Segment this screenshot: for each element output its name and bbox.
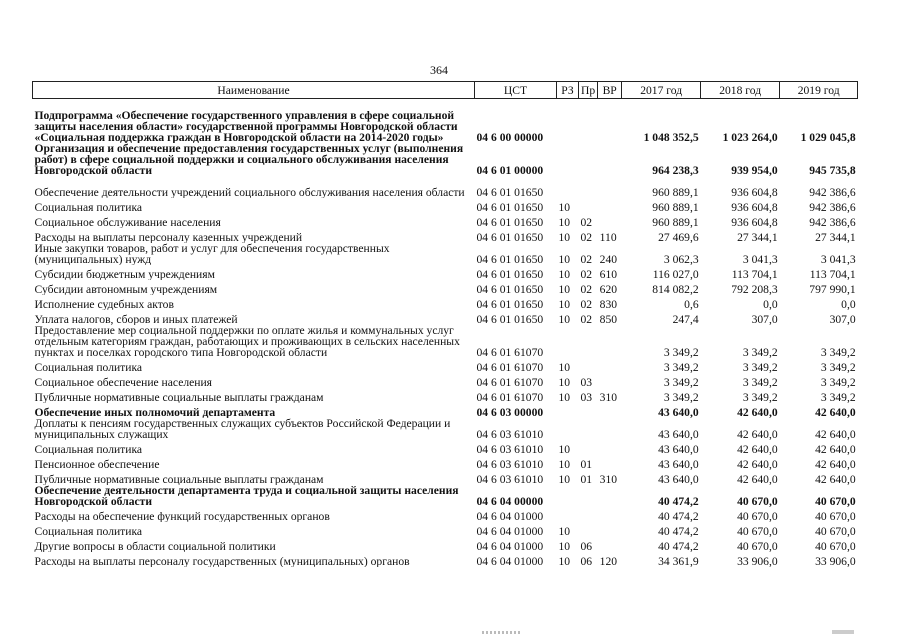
row-2019: 113 704,1 xyxy=(809,268,856,280)
row-vr: 310 xyxy=(599,473,618,485)
row-pr: 02 xyxy=(580,253,593,265)
row-vr: 610 xyxy=(599,268,618,280)
row-rz xyxy=(557,176,579,198)
budget-table xyxy=(32,81,858,567)
row-rz xyxy=(557,325,579,358)
row-2019: 3 349,2 xyxy=(820,391,856,403)
table-row xyxy=(33,243,858,265)
row-2019: 3 349,2 xyxy=(820,346,856,358)
row-cst: 04 6 01 61070 xyxy=(476,391,544,403)
row-vr xyxy=(598,99,622,144)
row-2018: 3 349,2 xyxy=(742,346,778,358)
row-pr xyxy=(579,418,598,440)
row-cst: 04 6 01 01650 xyxy=(476,283,544,295)
row-2018: 33 906,0 xyxy=(737,555,778,567)
row-name: Доплаты к пенсиям государственных служащих субъектов Российской Федерации и муниципальных служащих xyxy=(34,418,451,440)
table-row xyxy=(33,325,858,358)
row-name: Обеспечение деятельности учреждений социального обслуживания населения области xyxy=(34,186,465,198)
row-name: Социальное обеспечение населения xyxy=(34,376,213,388)
table-row xyxy=(33,552,858,567)
row-name: Социальное обслуживание населения xyxy=(34,216,221,228)
row-pr xyxy=(579,507,598,522)
table-row xyxy=(33,470,858,485)
row-rz: 10 xyxy=(558,458,571,470)
row-name: Социальная политика xyxy=(34,361,143,373)
row-2018: 0,0 xyxy=(763,298,778,310)
row-rz xyxy=(557,418,579,440)
row-name: Субсидии бюджетным учреждениям xyxy=(34,268,215,280)
row-pr: 03 xyxy=(580,376,593,388)
row-cst: 04 6 03 61010 xyxy=(476,443,544,455)
row-rz: 10 xyxy=(558,313,571,325)
row-vr xyxy=(598,373,622,388)
row-name: Публичные нормативные социальные выплаты гражданам xyxy=(34,391,324,403)
row-vr xyxy=(598,522,622,537)
row-2019: 40 670,0 xyxy=(815,495,856,507)
scan-artifact xyxy=(832,630,854,634)
row-2017: 960 889,1 xyxy=(652,186,699,198)
row-2017: 40 474,2 xyxy=(658,510,699,522)
row-name: Социальная политика xyxy=(34,443,143,455)
row-vr xyxy=(598,507,622,522)
table-row xyxy=(33,143,858,176)
row-name: Обеспечение иных полномочий департамента xyxy=(34,406,276,418)
row-2018: 40 670,0 xyxy=(737,525,778,537)
row-2018: 40 670,0 xyxy=(737,540,778,552)
row-2018: 42 640,0 xyxy=(737,458,778,470)
row-cst: 04 6 01 01650 xyxy=(476,231,544,243)
row-2017: 1 048 352,5 xyxy=(643,131,699,143)
row-2019: 40 670,0 xyxy=(815,540,856,552)
row-2018: 307,0 xyxy=(751,313,778,325)
row-rz: 10 xyxy=(558,268,571,280)
row-name: Организация и обеспечение предоставления государственных услуг (выполнения работ) в сфере социальной поддержки и социального обслуживания населения Новгородской области xyxy=(34,143,464,176)
table-row xyxy=(33,280,858,295)
row-2018: 3 349,2 xyxy=(742,361,778,373)
row-2017: 40 474,2 xyxy=(658,525,699,537)
row-2017: 247,4 xyxy=(672,313,699,325)
row-2017: 116 027,0 xyxy=(652,268,699,280)
scan-artifact xyxy=(482,631,522,634)
row-name: Исполнение судебных актов xyxy=(34,298,174,310)
table-header-row xyxy=(33,82,858,99)
row-2018: 42 640,0 xyxy=(737,428,778,440)
row-2018: 27 344,1 xyxy=(737,231,778,243)
row-pr: 01 xyxy=(580,458,593,470)
row-rz: 10 xyxy=(558,201,571,213)
row-2018: 42 640,0 xyxy=(737,406,778,418)
row-2018: 3 041,3 xyxy=(742,253,778,265)
table-row xyxy=(33,228,858,243)
row-cst: 04 6 01 01650 xyxy=(476,186,544,198)
row-2019: 42 640,0 xyxy=(815,428,856,440)
row-2017: 34 361,9 xyxy=(658,555,699,567)
row-pr: 02 xyxy=(580,283,593,295)
row-2019: 3 349,2 xyxy=(820,361,856,373)
row-2019: 942 386,6 xyxy=(809,201,856,213)
table-row xyxy=(33,213,858,228)
table-row xyxy=(33,373,858,388)
row-2017: 814 082,2 xyxy=(652,283,699,295)
row-cst: 04 6 03 61010 xyxy=(476,458,544,470)
row-name: Расходы на обеспечение функций государственных органов xyxy=(34,510,330,522)
table-row xyxy=(33,485,858,507)
row-name: Социальная политика xyxy=(34,525,143,537)
table-row xyxy=(33,198,858,213)
header-rz: РЗ xyxy=(557,82,579,99)
row-vr: 310 xyxy=(599,391,618,403)
row-cst: 04 6 04 00000 xyxy=(476,495,544,507)
row-cst: 04 6 03 61010 xyxy=(476,428,544,440)
row-2019: 3 349,2 xyxy=(820,376,856,388)
row-2019: 42 640,0 xyxy=(815,406,856,418)
row-2019: 942 386,6 xyxy=(809,186,856,198)
header-cst: ЦСТ xyxy=(475,82,557,99)
row-vr xyxy=(598,418,622,440)
row-2019: 42 640,0 xyxy=(815,443,856,455)
table-row xyxy=(33,99,858,144)
row-2019: 3 041,3 xyxy=(820,253,856,265)
row-cst: 04 6 04 01000 xyxy=(476,510,544,522)
row-2017: 43 640,0 xyxy=(658,443,699,455)
row-2017: 3 349,2 xyxy=(663,346,699,358)
row-name: Уплата налогов, сборов и иных платежей xyxy=(34,313,238,325)
row-name: Другие вопросы в области социальной политики xyxy=(34,540,276,552)
row-2018: 936 604,8 xyxy=(731,216,778,228)
row-2017: 0,6 xyxy=(684,298,699,310)
row-pr xyxy=(579,403,598,418)
row-name: Пенсионное обеспечение xyxy=(34,458,160,470)
row-rz xyxy=(557,403,579,418)
row-2019: 42 640,0 xyxy=(815,473,856,485)
table-row xyxy=(33,507,858,522)
row-2018: 40 670,0 xyxy=(737,510,778,522)
row-rz: 10 xyxy=(558,216,571,228)
table-row xyxy=(33,310,858,325)
row-2019: 40 670,0 xyxy=(815,525,856,537)
row-rz xyxy=(557,143,579,176)
row-rz: 10 xyxy=(558,443,571,455)
row-vr: 120 xyxy=(599,555,618,567)
row-vr xyxy=(598,537,622,552)
row-2017: 40 474,2 xyxy=(658,495,699,507)
table-row xyxy=(33,418,858,440)
row-vr: 830 xyxy=(599,298,618,310)
row-rz: 10 xyxy=(558,525,571,537)
row-vr xyxy=(598,143,622,176)
row-name: Обеспечение деятельности департамента труда и социальной защиты населения Новгородской области xyxy=(34,485,459,507)
header-2019: 2019 год xyxy=(780,82,858,99)
row-2018: 1 023 264,0 xyxy=(722,131,778,143)
row-cst: 04 6 01 01650 xyxy=(476,268,544,280)
row-vr xyxy=(598,485,622,507)
row-cst: 04 6 01 61070 xyxy=(476,376,544,388)
row-vr: 110 xyxy=(599,231,617,243)
row-pr xyxy=(579,522,598,537)
row-2017: 43 640,0 xyxy=(658,458,699,470)
header-name: Наименование xyxy=(33,82,475,99)
header-2017: 2017 год xyxy=(622,82,701,99)
row-2017: 43 640,0 xyxy=(658,406,699,418)
row-2019: 33 906,0 xyxy=(815,555,856,567)
row-name: Подпрограмма «Обеспечение государственного управления в сфере социальной защиты населения области» государственной программы Новгородской области «Социальная поддержка граждан в Новгородской области на 2014-2020 годы» xyxy=(34,109,458,143)
row-2017: 43 640,0 xyxy=(658,473,699,485)
row-pr: 02 xyxy=(580,298,593,310)
table-row xyxy=(33,440,858,455)
row-2017: 964 238,3 xyxy=(652,164,699,176)
table-row xyxy=(33,358,858,373)
row-pr xyxy=(579,358,598,373)
row-2018: 939 954,0 xyxy=(731,164,778,176)
row-cst: 04 6 04 01000 xyxy=(476,555,544,567)
row-pr: 02 xyxy=(580,216,593,228)
row-cst: 04 6 01 61070 xyxy=(476,346,544,358)
row-2019: 42 640,0 xyxy=(815,458,856,470)
header-vr: ВР xyxy=(598,82,622,99)
table-row xyxy=(33,403,858,418)
row-2017: 40 474,2 xyxy=(658,540,699,552)
row-2018: 113 704,1 xyxy=(731,268,778,280)
row-2018: 42 640,0 xyxy=(737,443,778,455)
row-rz: 10 xyxy=(558,361,571,373)
row-vr: 620 xyxy=(599,283,618,295)
table-row xyxy=(33,388,858,403)
row-cst: 04 6 01 01650 xyxy=(476,313,544,325)
row-pr xyxy=(579,198,598,213)
row-cst: 04 6 01 01650 xyxy=(476,298,544,310)
row-2018: 936 604,8 xyxy=(731,186,778,198)
row-pr xyxy=(579,440,598,455)
row-rz: 10 xyxy=(558,231,571,243)
row-cst: 04 6 01 01650 xyxy=(476,216,544,228)
row-2018: 936 604,8 xyxy=(731,201,778,213)
table-row xyxy=(33,295,858,310)
row-pr xyxy=(579,143,598,176)
table-row xyxy=(33,537,858,552)
row-rz: 10 xyxy=(558,253,571,265)
row-rz: 10 xyxy=(558,391,571,403)
row-vr: 850 xyxy=(599,313,618,325)
row-rz xyxy=(557,99,579,144)
table-row xyxy=(33,455,858,470)
row-name: Публичные нормативные социальные выплаты гражданам xyxy=(34,473,324,485)
row-2017: 27 469,6 xyxy=(658,231,699,243)
row-cst: 04 6 03 61010 xyxy=(476,473,544,485)
row-name: Предоставление мер социальной поддержки по оплате жилья и коммунальных услуг отдельным категориям граждан, работающих и проживающих в сельских населенных пунктах и поселках городского типа Новгородской области xyxy=(34,325,460,358)
row-pr: 02 xyxy=(580,268,593,280)
row-2018: 40 670,0 xyxy=(737,495,778,507)
row-name: Субсидии автономным учреждениям xyxy=(34,283,218,295)
page-number: 364 xyxy=(430,63,448,77)
row-vr xyxy=(598,455,622,470)
row-2018: 792 208,3 xyxy=(731,283,778,295)
row-cst: 04 6 04 01000 xyxy=(476,540,544,552)
row-cst: 04 6 00 00000 xyxy=(476,131,544,143)
row-2017: 3 349,2 xyxy=(663,361,699,373)
row-pr xyxy=(579,176,598,198)
row-cst: 04 6 01 01650 xyxy=(476,201,544,213)
row-rz: 10 xyxy=(558,473,571,485)
row-vr xyxy=(598,325,622,358)
row-cst: 04 6 01 61070 xyxy=(476,361,544,373)
row-pr: 03 xyxy=(580,391,593,403)
row-rz: 10 xyxy=(558,555,571,567)
row-cst: 04 6 03 00000 xyxy=(476,406,544,418)
row-2017: 3 062,3 xyxy=(663,253,699,265)
header-pr: Пр xyxy=(579,82,598,99)
row-2019: 945 735,8 xyxy=(809,164,856,176)
row-name: Расходы на выплаты персоналу государственных (муниципальных) органов xyxy=(34,555,410,567)
row-rz xyxy=(557,507,579,522)
row-rz: 10 xyxy=(558,283,571,295)
row-pr: 01 xyxy=(580,473,593,485)
row-2017: 3 349,2 xyxy=(663,391,699,403)
row-2019: 27 344,1 xyxy=(815,231,856,243)
row-cst: 04 6 01 00000 xyxy=(476,164,544,176)
row-2018: 42 640,0 xyxy=(737,473,778,485)
row-name: Социальная политика xyxy=(34,201,143,213)
row-name: Иные закупки товаров, работ и услуг для обеспечения государственных (муниципальных) нужд xyxy=(34,243,390,265)
table-row xyxy=(33,176,858,198)
row-pr: 06 xyxy=(580,555,593,567)
row-vr xyxy=(598,358,622,373)
row-vr xyxy=(598,440,622,455)
row-pr: 02 xyxy=(580,231,593,243)
row-2019: 1 029 045,8 xyxy=(800,131,856,143)
row-2017: 960 889,1 xyxy=(652,201,699,213)
row-2018: 3 349,2 xyxy=(742,391,778,403)
row-vr xyxy=(598,213,622,228)
row-2019: 942 386,6 xyxy=(809,216,856,228)
row-pr: 06 xyxy=(580,540,593,552)
row-vr xyxy=(598,403,622,418)
row-cst: 04 6 01 01650 xyxy=(476,253,544,265)
row-name: Расходы на выплаты персоналу казенных учреждений xyxy=(34,231,303,243)
row-rz: 10 xyxy=(558,298,571,310)
row-pr xyxy=(579,485,598,507)
row-2017: 3 349,2 xyxy=(663,376,699,388)
row-2019: 797 990,1 xyxy=(809,283,856,295)
row-vr xyxy=(598,176,622,198)
table-row xyxy=(33,522,858,537)
row-2017: 960 889,1 xyxy=(652,216,699,228)
row-2019: 0,0 xyxy=(841,298,856,310)
row-2018: 3 349,2 xyxy=(742,376,778,388)
row-2017: 43 640,0 xyxy=(658,428,699,440)
row-rz xyxy=(557,485,579,507)
row-rz: 10 xyxy=(558,540,571,552)
header-2018: 2018 год xyxy=(701,82,780,99)
row-vr xyxy=(598,198,622,213)
row-pr: 02 xyxy=(580,313,593,325)
row-vr: 240 xyxy=(599,253,618,265)
row-pr xyxy=(579,99,598,144)
row-cst: 04 6 04 01000 xyxy=(476,525,544,537)
row-2019: 40 670,0 xyxy=(815,510,856,522)
row-rz: 10 xyxy=(558,376,571,388)
table-row xyxy=(33,265,858,280)
row-pr xyxy=(579,325,598,358)
row-2019: 307,0 xyxy=(829,313,856,325)
